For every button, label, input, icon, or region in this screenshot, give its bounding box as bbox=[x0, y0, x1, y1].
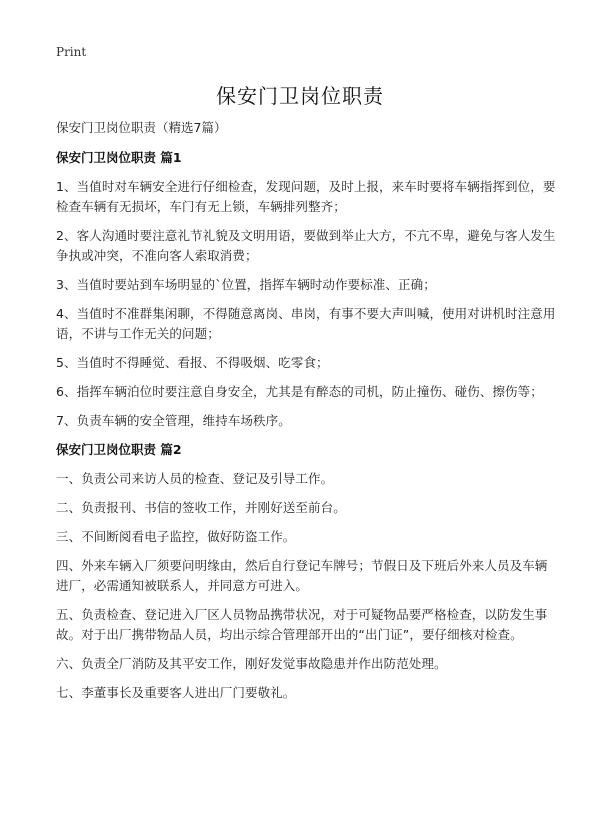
list-item: 7、负责车辆的安全管理，维持车场秩序。 bbox=[56, 413, 291, 428]
list-item: 5、当值时不得睡觉、看报、不得吸烟、吃零食； bbox=[56, 355, 329, 370]
list-item: 四、外来车辆入厂须要问明缘由，然后自行登记车牌号；节假日及下班后外来人员及车辆进厂，必需通知被联系人，并同意方可进入。 bbox=[56, 558, 548, 593]
document-body bbox=[56, 118, 556, 712]
list-item: 1、当值时对车辆安全进行仔细检查，发现问题，及时上报，来车时要将车辆指挥到位，要检查车辆有无损坏，车门有无上锁，车辆排列整齐； bbox=[56, 179, 556, 214]
list-item: 6、指挥车辆泊位时要注意自身安全，尤其是有醉态的司机，防止撞伤、碰伤、擦伤等； bbox=[56, 384, 543, 399]
section-heading: 保安门卫岗位职责 篇2 bbox=[56, 442, 182, 457]
section-1 bbox=[56, 148, 556, 431]
list-item: 4、当值时不准群集闲聊，不得随意离岗、串岗，有事不要大声叫喊，使用对讲机时注意用语，不讲与工作无关的问题； bbox=[56, 306, 556, 341]
list-item: 五、负责检查、登记进入厂区人员物品携带状况，对于可疑物品要严格检查，以防发生事故。对于出厂携带物品人员，均出示综合管理部开出的“出门证”，要仔细核对检查。 bbox=[56, 607, 548, 642]
list-item: 六、负责全厂消防及其平安工作，刚好发觉事故隐患并作出防范处理。 bbox=[56, 656, 447, 671]
section-heading: 保安门卫岗位职责 篇1 bbox=[56, 150, 182, 165]
list-item: 七、李董事长及重要客人进出厂门要敬礼。 bbox=[56, 685, 296, 700]
list-item: 二、负责报刊、书信的签收工作，并刚好送至前台。 bbox=[56, 500, 346, 515]
list-item: 2、客人沟通时要注意礼节礼貌及文明用语，要做到举止大方，不亢不卑，避免与客人发生争执或冲突，不准向客人索取消费； bbox=[56, 228, 556, 263]
document-title: 保安门卫岗位职责 bbox=[216, 84, 384, 108]
list-item: 一、负责公司来访人员的检查、登记及引导工作。 bbox=[56, 471, 334, 486]
document-subtitle: 保安门卫岗位职责（精选7篇） bbox=[56, 120, 227, 135]
list-item: 3、当值时要站到车场明显的`位置，指挥车辆时动作要标准、正确； bbox=[56, 277, 436, 292]
print-link[interactable]: Print bbox=[56, 45, 87, 59]
section-2 bbox=[56, 440, 556, 703]
list-item: 三、不间断阅看电子监控，做好防盗工作。 bbox=[56, 529, 296, 544]
